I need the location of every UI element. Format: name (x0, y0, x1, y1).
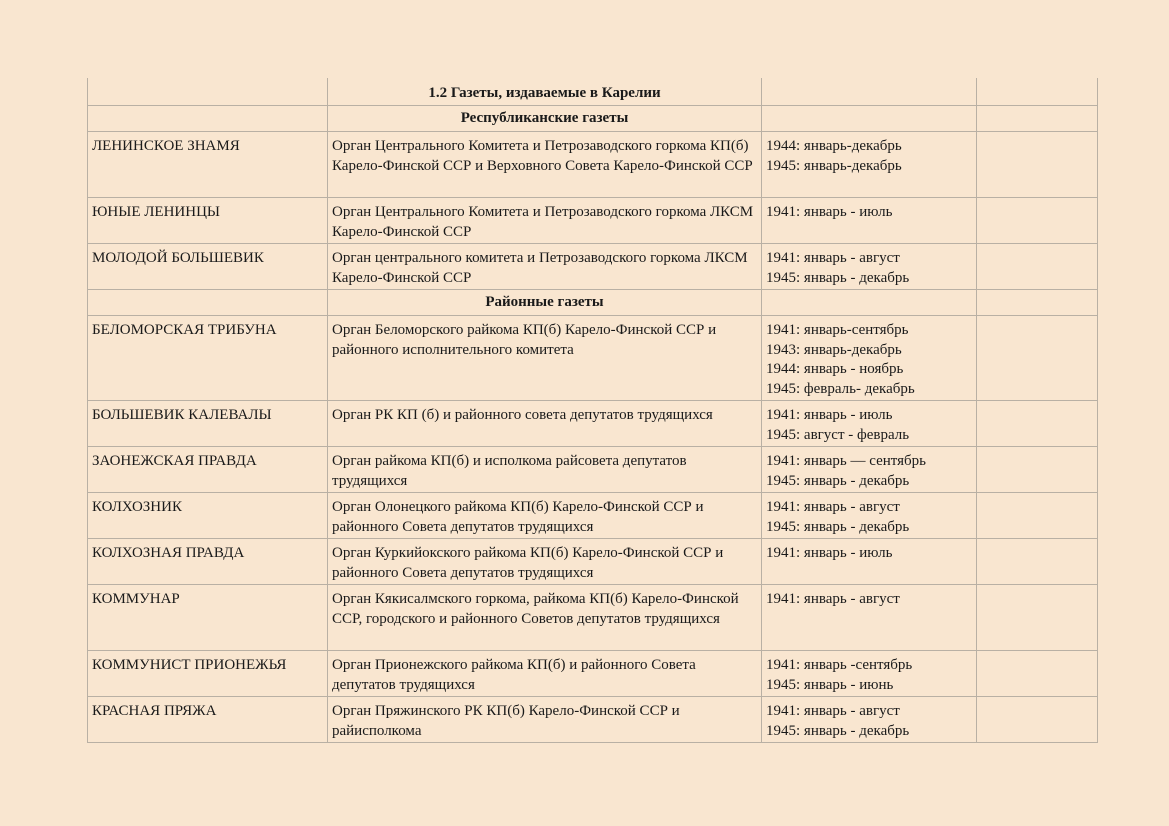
newspaper-name: КОММУНИСТ ПРИОНЕЖЬЯ (88, 651, 328, 697)
empty-cell (762, 78, 977, 106)
empty-cell (88, 106, 328, 132)
newspaper-name: КРАСНАЯ ПРЯЖА (88, 697, 328, 743)
newspaper-organ: Орган Прионежского райкома КП(б) и районного Совета депутатов трудящихся (328, 651, 762, 697)
newspaper-name: БЕЛОМОРСКАЯ ТРИБУНА (88, 316, 328, 401)
publication-years (762, 697, 977, 743)
table-row (88, 198, 1098, 244)
empty-cell (977, 132, 1098, 198)
publication-years (762, 401, 977, 447)
empty-cell (977, 244, 1098, 290)
empty-cell (762, 106, 977, 132)
table-row (88, 493, 1098, 539)
group-heading-row (88, 106, 1098, 132)
publication-years (762, 651, 977, 697)
year-range: 1945: январь - июнь (766, 676, 894, 693)
section-title: 1.2 Газеты, издаваемые в Карелии (328, 78, 762, 106)
publication-years (762, 132, 977, 198)
year-range: 1941: январь — сентябрь (766, 453, 926, 469)
year-range: 1945: февраль- декабрь (766, 380, 915, 397)
empty-cell (977, 290, 1098, 316)
year-range: 1945: январь - декабрь (766, 472, 910, 489)
newspaper-organ: Орган райкома КП(б) и исполкома райсовета депутатов трудящихся (328, 447, 762, 493)
newspaper-organ: Орган Центрального Комитета и Петрозаводского горкома КП(б) Карело-Финской ССР и Верховного Совета Карело-Финской ССР (328, 132, 762, 198)
publication-years (762, 585, 977, 651)
empty-cell (88, 290, 328, 316)
newspaper-organ: Орган Кякисалмского горкома, райкома КП(б) Карело-Финской ССР, городского и районного Советов депутатов трудящихся (328, 585, 762, 651)
newspaper-organ: Орган РК КП (б) и районного совета депутатов трудящихся (328, 401, 762, 447)
empty-cell (977, 651, 1098, 697)
year-range: 1941: январь - июль (766, 407, 893, 423)
empty-cell (977, 585, 1098, 651)
year-range: 1941: январь - август (766, 703, 900, 719)
empty-cell (977, 697, 1098, 743)
empty-cell (977, 401, 1098, 447)
newspaper-organ: Орган Олонецкого райкома КП(б) Карело-Финской ССР и районного Совета депутатов трудящихся (328, 493, 762, 539)
empty-cell (977, 78, 1098, 106)
empty-cell (977, 493, 1098, 539)
publication-years (762, 493, 977, 539)
group-heading: Республиканские газеты (328, 106, 762, 132)
table-row (88, 244, 1098, 290)
newspaper-organ: Орган Пряжинского РК КП(б) Карело-Финской ССР и райисполкома (328, 697, 762, 743)
year-range: 1941: январь - июль (766, 545, 893, 561)
table-row (88, 316, 1098, 401)
year-range: 1944: январь - ноябрь (766, 361, 904, 378)
newspaper-name: КОЛХОЗНАЯ ПРАВДА (88, 539, 328, 585)
table-title-row (88, 78, 1098, 106)
empty-cell (977, 447, 1098, 493)
year-range: 1941: январь - август (766, 250, 900, 266)
newspaper-name: ЗАОНЕЖСКАЯ ПРАВДА (88, 447, 328, 493)
empty-cell (977, 316, 1098, 401)
table-row (88, 132, 1098, 198)
table-row (88, 447, 1098, 493)
publication-years (762, 316, 977, 401)
year-range: 1945: август - февраль (766, 426, 910, 443)
empty-cell (88, 78, 328, 106)
newspaper-organ: Орган Куркийокского райкома КП(б) Карело-Финской ССР и районного Совета депутатов трудящихся (328, 539, 762, 585)
year-range: 1941: январь -сентябрь (766, 657, 913, 673)
year-range: 1945: январь - декабрь (766, 518, 910, 535)
year-range: 1941: январь-сентябрь (766, 322, 909, 338)
year-range: 1945: январь-декабрь (766, 157, 902, 174)
newspaper-organ: Орган центрального комитета и Петрозаводского горкома ЛКСМ Карело-Финской ССР (328, 244, 762, 290)
year-range: 1941: январь - август (766, 499, 900, 515)
table-row (88, 697, 1098, 743)
publication-years (762, 198, 977, 244)
table-row (88, 539, 1098, 585)
empty-cell (977, 198, 1098, 244)
publication-years (762, 447, 977, 493)
group-heading-row (88, 290, 1098, 316)
table-row (88, 585, 1098, 651)
newspaper-name: БОЛЬШЕВИК КАЛЕВАЛЫ (88, 401, 328, 447)
newspaper-name: ЛЕНИНСКОЕ ЗНАМЯ (88, 132, 328, 198)
newspapers-table (87, 78, 1098, 743)
year-range: 1945: январь - декабрь (766, 722, 910, 739)
newspaper-name: КОММУНАР (88, 585, 328, 651)
year-range: 1941: январь - июль (766, 204, 893, 220)
empty-cell (762, 290, 977, 316)
newspaper-name: ЮНЫЕ ЛЕНИНЦЫ (88, 198, 328, 244)
year-range: 1945: январь - декабрь (766, 269, 910, 286)
year-range: 1941: январь - август (766, 591, 900, 607)
publication-years (762, 539, 977, 585)
empty-cell (977, 106, 1098, 132)
newspaper-name: МОЛОДОЙ БОЛЬШЕВИК (88, 244, 328, 290)
table-row (88, 401, 1098, 447)
empty-cell (977, 539, 1098, 585)
newspaper-name: КОЛХОЗНИК (88, 493, 328, 539)
group-heading: Районные газеты (328, 290, 762, 316)
year-range: 1943: январь-декабрь (766, 341, 902, 358)
publication-years (762, 244, 977, 290)
table-row (88, 651, 1098, 697)
newspaper-organ: Орган Беломорского райкома КП(б) Карело-Финской ССР и районного исполнительного комитета (328, 316, 762, 401)
newspaper-organ: Орган Центрального Комитета и Петрозаводского горкома ЛКСМ Карело-Финской ССР (328, 198, 762, 244)
year-range: 1944: январь-декабрь (766, 138, 902, 154)
